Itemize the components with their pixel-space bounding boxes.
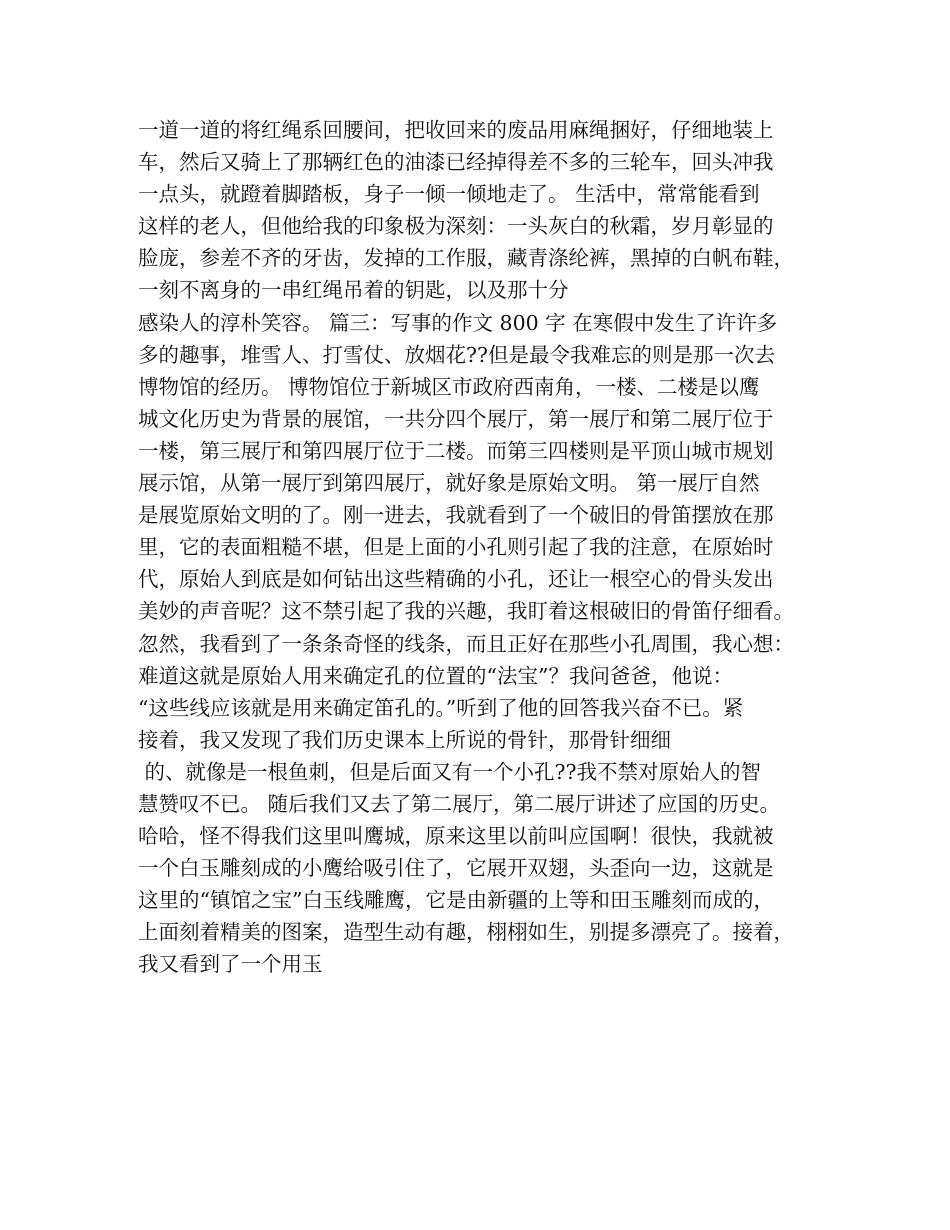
text-line: 这样的老人，但他给我的印象极为深刻：一头灰白的秋霜，岁月彰显的 xyxy=(138,214,774,239)
text-line: 美妙的声音呢？这不禁引起了我的兴趣，我盯着这根破旧的骨笛仔细看。 xyxy=(138,599,794,624)
text-line: 代，原始人到底是如何钻出这些精确的小孔，还让一根空心的骨头发出 xyxy=(138,567,774,592)
text-line: 一点头，就蹬着脚踏板，身子一倾一倾地走了。 生活中，常常能看到 xyxy=(138,182,760,207)
text-line: “这些线应该就是用来确定笛孔的。”听到了他的回答我兴奋不已。紧 xyxy=(138,695,744,720)
text-line: 我又看到了一个用玉 xyxy=(138,952,323,977)
text-line: 忽然，我看到了一条条奇怪的线条，而且正好在那些小孔周围，我心想： xyxy=(138,631,794,656)
text-line: 的、就像是一根鱼刺，但是后面又有一个小孔??我不禁对原始人的智 xyxy=(138,759,761,784)
text-line: 城文化历史为背景的展馆，一共分四个展厅，第一展厅和第二展厅位于 xyxy=(138,406,774,431)
text-line: 是展览原始文明的了。刚一进去，我就看到了一个破旧的骨笛摆放在那 xyxy=(138,503,774,528)
text-line: 慧赞叹不已。 随后我们又去了第二展厅，第二展厅讲述了应国的历史。 xyxy=(138,791,781,816)
text-line: 一楼，第三展厅和第四展厅位于二楼。而第三四楼则是平顶山城市规划 xyxy=(138,438,774,463)
text-line: 一个白玉雕刻成的小鹰给吸引住了，它展开双翅，头歪向一边，这就是 xyxy=(138,856,774,881)
text-line: 感染人的淳朴笑容。 篇三：写事的作文 800 字 在寒假中发生了许许多 xyxy=(138,310,778,335)
text-line: 一刻不离身的一串红绳吊着的钥匙，以及那十分 xyxy=(138,278,569,303)
text-line: 脸庞，参差不齐的牙齿，发掉的工作服，藏青涤纶裤，黑掉的白帆布鞋， xyxy=(138,246,794,271)
text-line: 哈哈，怪不得我们这里叫鹰城，原来这里以前叫应国啊！很快，我就被 xyxy=(138,824,774,849)
text-line: 这里的“镇馆之宝”白玉线雕鹰，它是由新疆的上等和田玉雕刻而成的， xyxy=(138,888,774,913)
text-line: 上面刻着精美的图案，造型生动有趣，栩栩如生，别提多漂亮了。接着， xyxy=(138,920,794,945)
text-line: 展示馆，从第一展厅到第四展厅，就好象是原始文明。 第一展厅自然 xyxy=(138,471,760,496)
text-line: 接着，我又发现了我们历史课本上所说的骨针，那骨针细细 xyxy=(138,727,671,752)
text-line: 博物馆的经历。 博物馆位于新城区市政府西南角，一楼、二楼是以鹰 xyxy=(138,374,760,399)
text-line: 车，然后又骑上了那辆红色的油漆已经掉得差不多的三轮车，回头冲我 xyxy=(138,150,774,175)
text-line: 里，它的表面粗糙不堪，但是上面的小孔则引起了我的注意，在原始时 xyxy=(138,535,774,560)
text-line: 难道这就是原始人用来确定孔的位置的“法宝”？我问爸爸，他说： xyxy=(138,663,733,688)
text-line: 一道一道的将红绳系回腰间，把收回来的废品用麻绳捆好，仔细地装上 xyxy=(138,118,774,142)
text-line: 多的趣事，堆雪人、打雪仗、放烟花??但是最令我难忘的则是那一次去 xyxy=(138,342,775,367)
body-text xyxy=(138,114,838,981)
